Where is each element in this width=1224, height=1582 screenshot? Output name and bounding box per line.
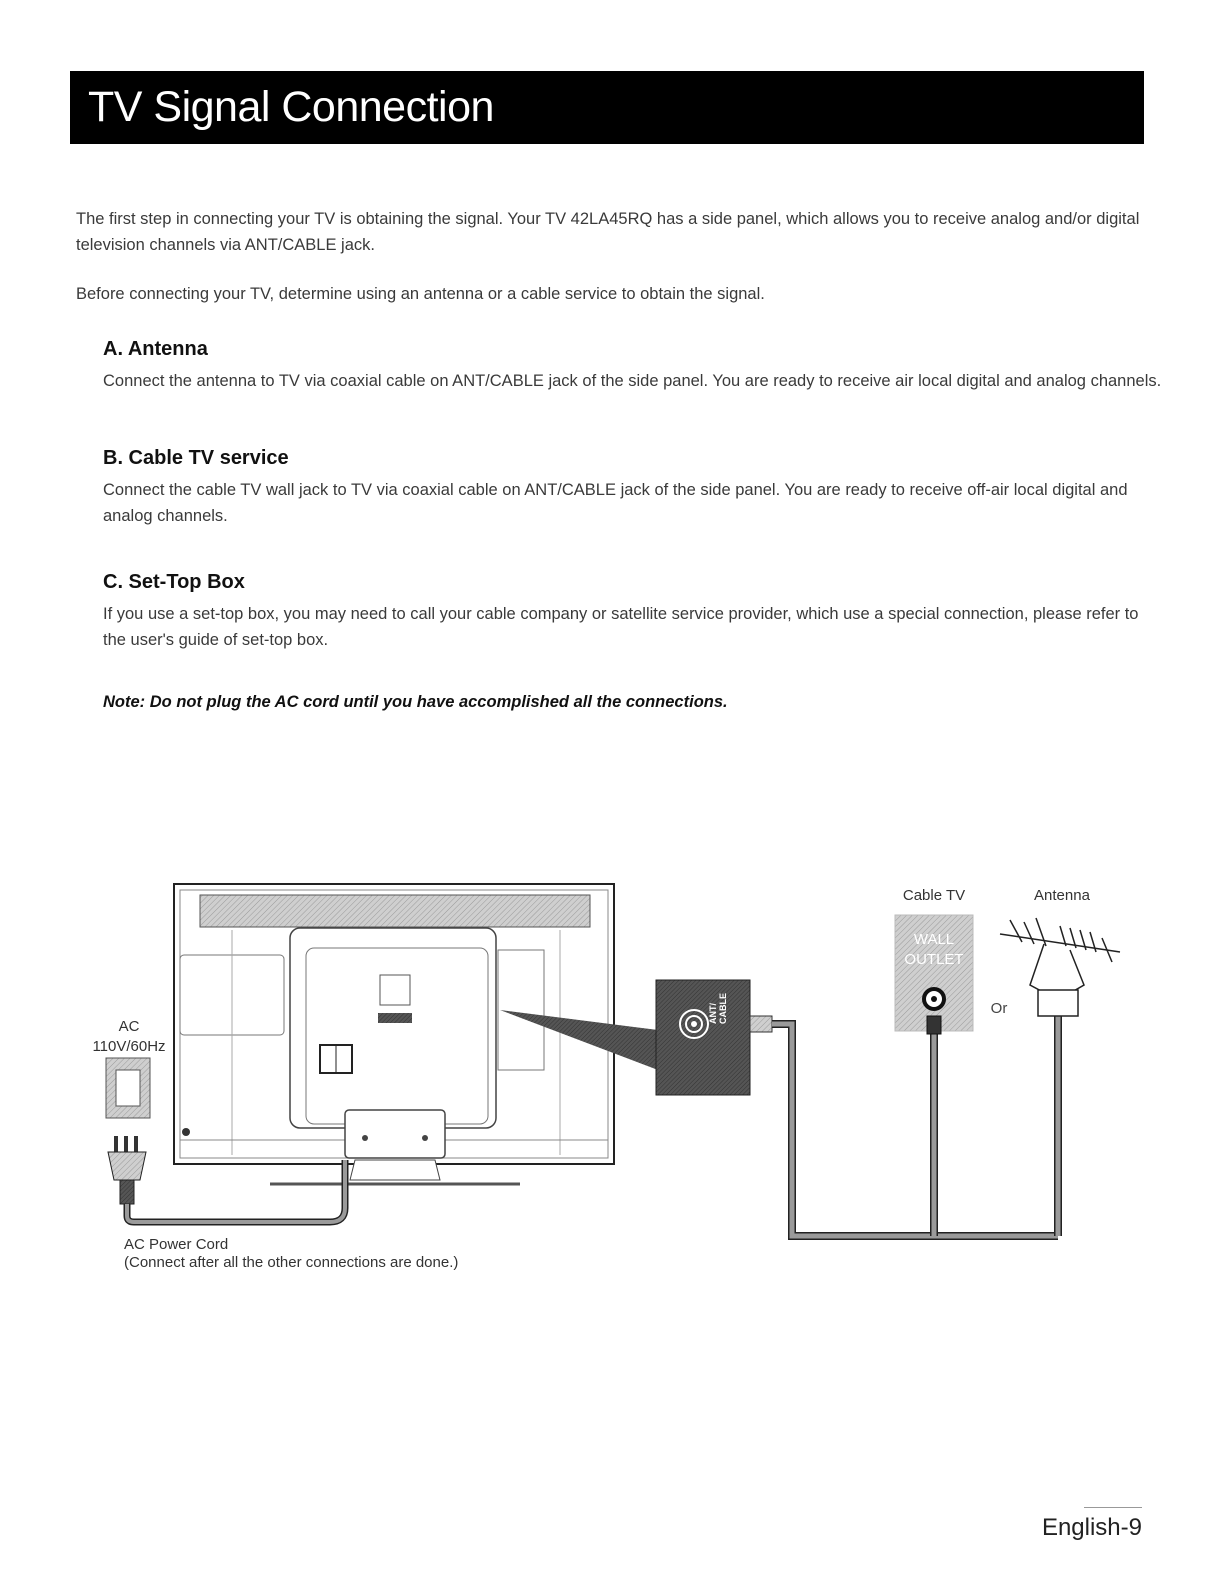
title-bar <box>70 71 1144 144</box>
coax-connector <box>750 1016 772 1032</box>
section-cable-body: Connect the cable TV wall jack to TV via coaxial cable on ANT/CABLE jack of the side panel. You are ready to receive off-air local digital and analog channels. <box>103 481 1128 525</box>
coax-cable <box>772 1024 1058 1236</box>
antenna-label: Antenna <box>1034 887 1090 904</box>
tv-back-illustration <box>174 884 614 1184</box>
connection-diagram <box>0 860 1224 1290</box>
power-cord <box>127 1160 345 1222</box>
page-number: English-9 <box>1041 1514 1142 1541</box>
wall-outlet-label-outlet: OUTLET <box>904 951 964 968</box>
section-settop-heading: C. Set-Top Box <box>103 571 245 593</box>
power-cord-label: AC Power Cord <box>124 1236 229 1253</box>
power-plug-icon <box>108 1136 146 1204</box>
antenna-icon <box>1000 918 1120 1016</box>
section-antenna-body: Connect the antenna to TV via coaxial cable on ANT/CABLE jack of the side panel. You are ready to receive air local digital and analog channels. <box>103 372 1162 390</box>
power-cord-note: (Connect after all the other connections are done.) <box>124 1254 459 1271</box>
section-settop-body: If you use a set-top box, you may need to call your cable company or satellite service provider, which use a special connection, please refer to the user's guide of set-top box. <box>103 605 1139 649</box>
footer-rule <box>1084 1507 1142 1508</box>
note-text: Note: Do not plug the AC cord until you have accomplished all the connections. <box>103 693 728 711</box>
or-label: Or <box>990 1000 1008 1017</box>
jack-label-ant: ANT/ <box>708 1003 718 1024</box>
intro-paragraph-2: Before connecting your TV, determine using an antenna or a cable service to obtain the signal. <box>76 285 765 303</box>
ac-voltage-label: 110V/60Hz <box>92 1038 166 1055</box>
page-title: TV Signal Connection <box>88 83 494 131</box>
section-antenna-heading: A. Antenna <box>103 338 208 360</box>
jack-label-cable: CABLE <box>718 993 728 1024</box>
ant-cable-jack-callout <box>656 980 750 1095</box>
section-cable-heading: B. Cable TV service <box>103 447 289 469</box>
wall-outlet-label-wall: WALL <box>913 931 955 948</box>
ac-label: AC <box>118 1018 140 1035</box>
cable-tv-label: Cable TV <box>902 887 966 904</box>
intro-paragraph-1: The first step in connecting your TV is obtaining the signal. Your TV 42LA45RQ has a side panel, which allows you to receive analog and/or digital television channels via ANT/CABLE jack. <box>76 210 1140 254</box>
